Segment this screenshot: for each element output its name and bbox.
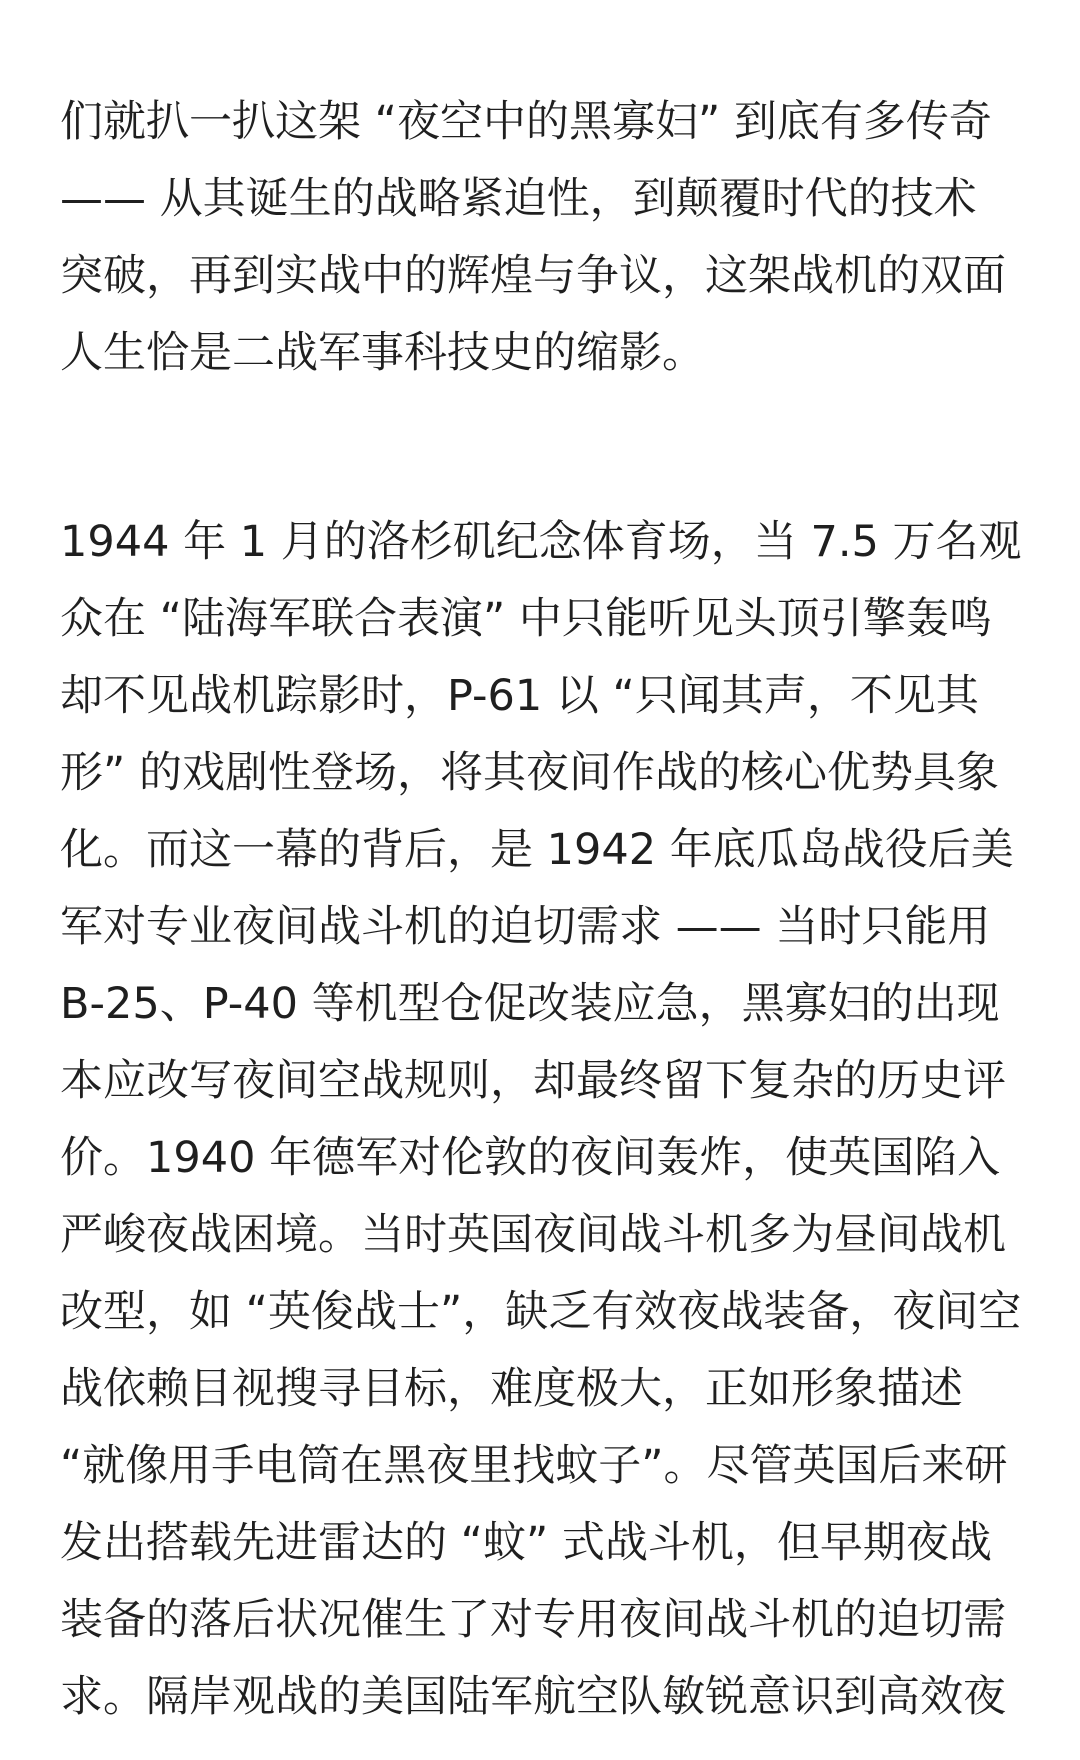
article-body xyxy=(60,84,1020,1736)
text-line: 本应改写夜间空战规则，却最终留下复杂的历史评 xyxy=(60,1056,1006,1106)
paragraph-intro xyxy=(60,84,1020,392)
text-line: 形” 的戏剧性登场，将其夜间作战的核心优势具象 xyxy=(60,748,999,798)
text-line: 严峻夜战困境。当时英国夜间战斗机多为昼间战机 xyxy=(60,1210,1006,1260)
text-line: 们就扒一扒这架 “夜空中的黑寡妇” 到底有多传奇 xyxy=(60,97,992,147)
text-line: 发出搭载先进雷达的 “蚊” 式战斗机，但早期夜战 xyxy=(60,1518,992,1568)
text-line: 改型，如 “英俊战士”，缺乏有效夜战装备，夜间空 xyxy=(60,1287,1022,1337)
text-line: 价。1940 年德军对伦敦的夜间轰炸，使英国陷入 xyxy=(60,1133,1001,1183)
text-line: 求。隔岸观战的美国陆军航空队敏锐意识到高效夜 xyxy=(60,1672,1006,1722)
text-line: 突破，再到实战中的辉煌与争议，这架战机的双面 xyxy=(60,251,1006,301)
text-line: —— 从其诞生的战略紧迫性，到颠覆时代的技术 xyxy=(60,174,977,224)
text-line: 众在 “陆海军联合表演” 中只能听见头顶引擎轰鸣 xyxy=(60,594,992,644)
text-line: 装备的落后状况催生了对专用夜间战斗机的迫切需 xyxy=(60,1595,1006,1645)
text-line: 1944 年 1 月的洛杉矶纪念体育场，当 7.5 万名观 xyxy=(60,517,1022,567)
paragraph-history xyxy=(60,504,1020,1736)
text-line: 化。而这一幕的背后，是 1942 年底瓜岛战役后美 xyxy=(60,825,1014,875)
text-line: 却不见战机踪影时，P-61 以 “只闻其声，不见其 xyxy=(60,671,979,721)
text-line: 人生恰是二战军事科技史的缩影。 xyxy=(60,328,705,378)
text-line: 战依赖目视搜寻目标，难度极大，正如形象描述 xyxy=(60,1364,963,1414)
text-line: B-25、P-40 等机型仓促改装应急，黑寡妇的出现 xyxy=(60,979,1000,1029)
paragraph-gap xyxy=(60,392,1020,504)
text-line: “就像用手电筒在黑夜里找蚊子”。尽管英国后来研 xyxy=(60,1441,1008,1491)
text-line: 军对专业夜间战斗机的迫切需求 —— 当时只能用 xyxy=(60,902,991,952)
